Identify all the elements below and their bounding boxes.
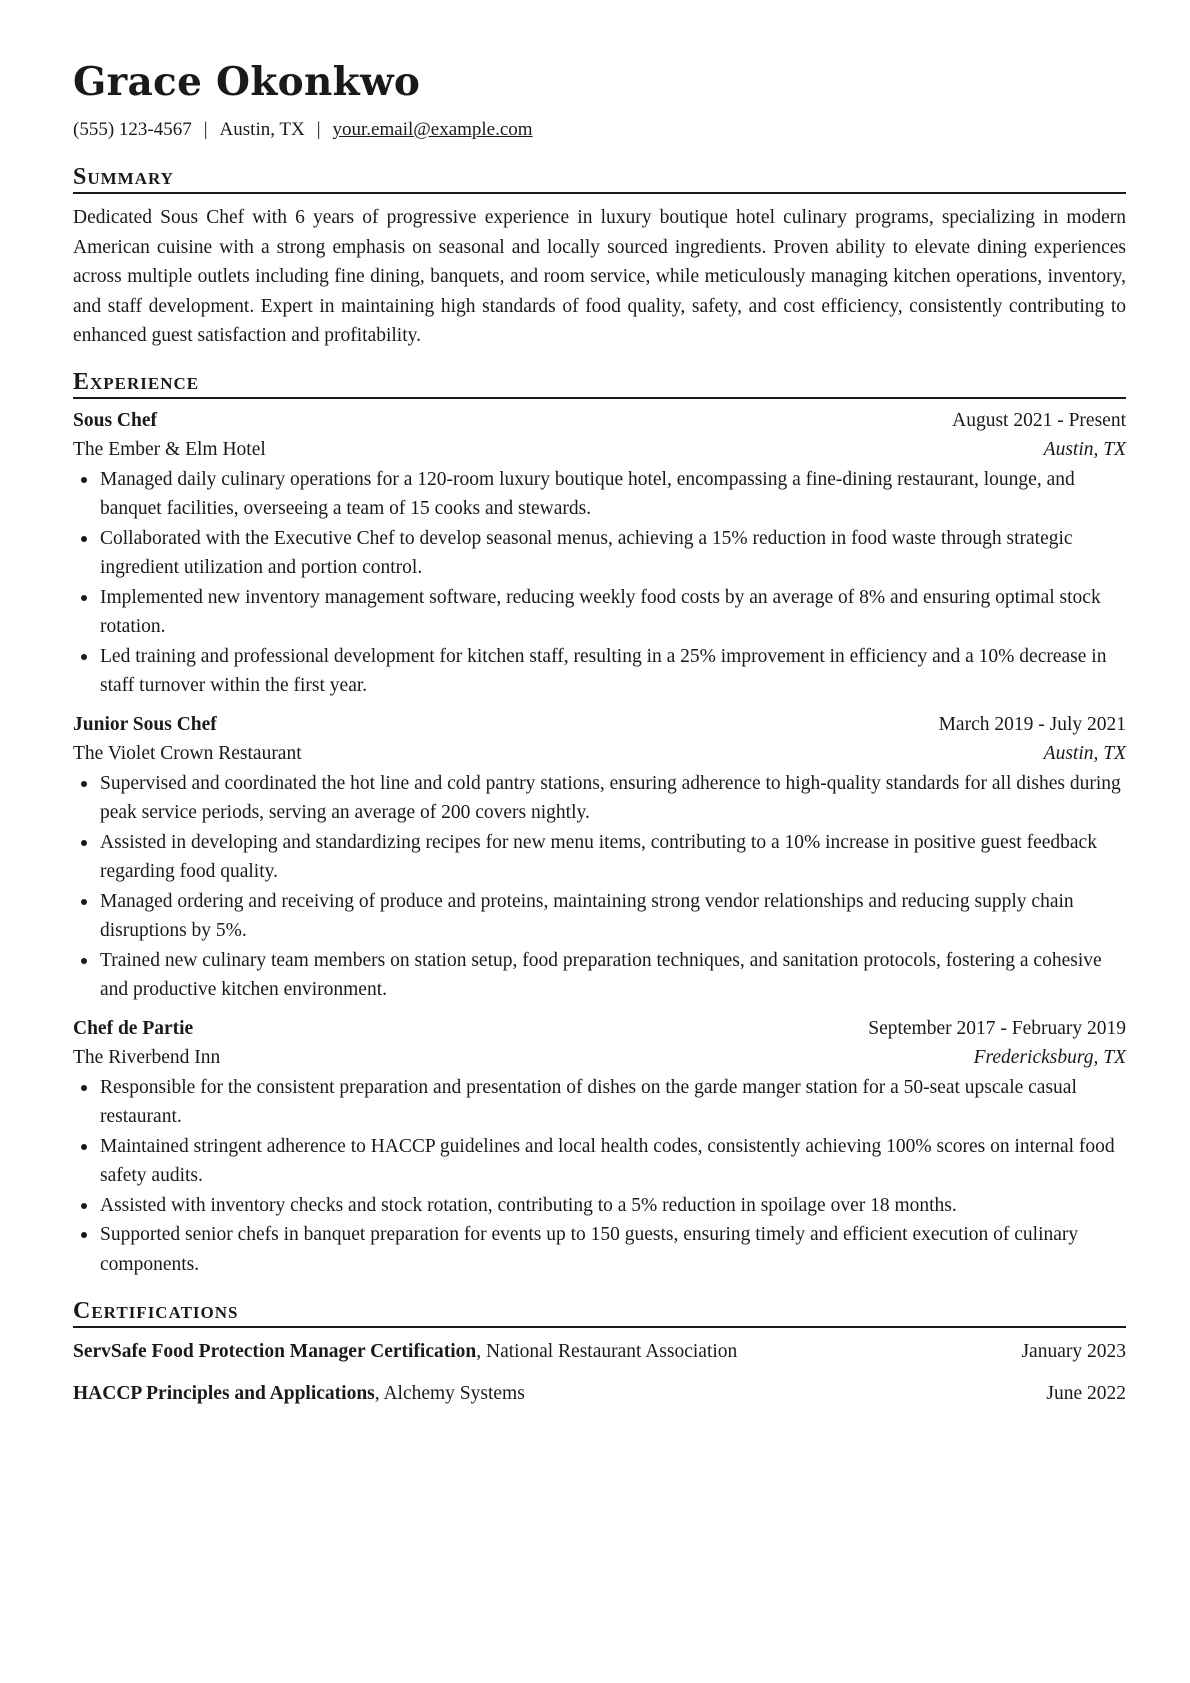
bullet-text: Implemented new inventory management software, reducing weekly food costs by an average of 8% and ensuring optimal stock rotation. [100, 586, 1101, 637]
job-title: Sous Chef [73, 409, 157, 431]
section-title-certifications: Certifications [73, 1297, 1126, 1328]
bullet-list [73, 1073, 1126, 1280]
job-dates: August 2021 - Present [952, 409, 1126, 431]
job-dates: March 2019 - July 2021 [938, 713, 1126, 735]
section-title-summary: Summary [73, 163, 1126, 194]
list-item [73, 1220, 1126, 1279]
company-name: The Ember & Elm Hotel [73, 439, 266, 460]
separator: | [203, 119, 208, 140]
list-item [73, 946, 1126, 1005]
list-item [73, 1191, 1126, 1221]
separator: | [316, 119, 321, 140]
job-entry [73, 406, 1126, 701]
bullet-icon [81, 899, 87, 905]
company-name: The Riverbend Inn [73, 1047, 221, 1068]
bullet-icon [81, 1085, 87, 1091]
bullet-icon [81, 1203, 87, 1209]
list-item [73, 887, 1126, 946]
certification-issuer: Alchemy Systems [383, 1382, 525, 1404]
certification-item: HACCP Principles and Applications, Alchemy Systems June 2022 [73, 1379, 1126, 1409]
bullet-text: Maintained stringent adherence to HACCP guidelines and local health codes, consistently achieving 100% scores on internal food safety audits. [100, 1135, 1115, 1186]
list-item [73, 583, 1126, 642]
phone-number: (555) 123-4567 [73, 119, 192, 140]
job-location: Fredericksburg, TX [973, 1047, 1126, 1068]
bullet-icon [81, 958, 87, 964]
contact-line [73, 118, 1126, 142]
certification-date: June 2022 [1046, 1382, 1126, 1404]
bullet-icon [81, 781, 87, 787]
bullet-text: Managed daily culinary operations for a 120-room luxury boutique hotel, encompassing a fine-dining restaurant, lounge, and banquet facilities, overseeing a team of 15 cooks and stewards. [100, 468, 1075, 519]
list-item [73, 1132, 1126, 1191]
job-title: Junior Sous Chef [73, 713, 217, 735]
job-location: Austin, TX [1043, 439, 1126, 460]
resume-page [73, 60, 1126, 1408]
bullet-text: Led training and professional development for kitchen staff, resulting in a 25% improvement in efficiency and a 10% decrease in staff turnover within the first year. [100, 645, 1107, 696]
bullet-text: Collaborated with the Executive Chef to develop seasonal menus, achieving a 15% reduction in food waste through strategic ingredient utilization and portion control. [100, 527, 1073, 578]
certification-date: January 2023 [1021, 1341, 1126, 1362]
certification-item: ServSafe Food Protection Manager Certification, National Restaurant Association January 2023 [73, 1337, 1126, 1367]
bullet-icon [81, 477, 87, 483]
bullet-text: Assisted with inventory checks and stock rotation, contributing to a 5% reduction in spoilage over 18 months. [100, 1194, 957, 1216]
job-title: Chef de Partie [73, 1017, 194, 1039]
company-name: The Violet Crown Restaurant [73, 743, 302, 764]
job-location: Austin, TX [1043, 743, 1126, 764]
bullet-list [73, 769, 1126, 1005]
bullet-text: Supervised and coordinated the hot line and cold pantry stations, ensuring adherence to high-quality standards for all dishes during peak service periods, serving an average of 200 covers nightly. [100, 772, 1121, 823]
bullet-list [73, 465, 1126, 701]
job-dates: September 2017 - February 2019 [868, 1017, 1126, 1039]
bullet-icon [81, 1232, 87, 1238]
list-item [73, 769, 1126, 828]
bullet-icon [81, 536, 87, 542]
list-item [73, 642, 1126, 701]
certification-name: ServSafe Food Protection Manager Certification [73, 1341, 477, 1362]
certifications-section [73, 1297, 1126, 1408]
experience-section [73, 368, 1126, 1280]
bullet-icon [81, 595, 87, 601]
location: Austin, TX [219, 119, 305, 140]
bullet-text: Assisted in developing and standardizing recipes for new menu items, contributing to a 10% increase in positive guest feedback regarding food quality. [100, 831, 1097, 882]
job-entry [73, 1014, 1126, 1280]
bullet-text: Responsible for the consistent preparation and presentation of dishes on the garde manger station for a 50-seat upscale casual restaurant. [100, 1076, 1077, 1127]
certification-name: HACCP Principles and Applications [73, 1382, 375, 1404]
bullet-icon [81, 654, 87, 660]
bullet-text: Supported senior chefs in banquet preparation for events up to 150 guests, ensuring timely and efficient execution of culinary components. [100, 1224, 1079, 1275]
bullet-icon [81, 840, 87, 846]
certification-issuer: National Restaurant Association [486, 1341, 738, 1362]
email-link[interactable]: your.email@example.com [332, 119, 533, 140]
summary-section [73, 163, 1126, 351]
bullet-icon [81, 1144, 87, 1150]
job-entry [73, 710, 1126, 1005]
bullet-text: Trained new culinary team members on station setup, food preparation techniques, and sanitation protocols, fostering a cohesive and productive kitchen environment. [100, 949, 1102, 1000]
section-title-experience: Experience [73, 368, 1126, 399]
candidate-name: Grace Okonkwo [73, 59, 421, 105]
bullet-text: Managed ordering and receiving of produce and proteins, maintaining strong vendor relationships and reducing supply chain disruptions by 5%. [100, 890, 1074, 941]
list-item [73, 1073, 1126, 1132]
summary-text: Dedicated Sous Chef with 6 years of progressive experience in luxury boutique hotel culinary programs, specializing in modern American cuisine with a strong emphasis on seasonal and locally sourced ingredients. Proven ability to elevate dining experiences across multiple outlets including fine dining, banquets, and room service, while meticulously managing kitchen operations, inventory, and staff development. Expert in maintaining high standards of food quality, safety, and cost efficiency, consistently contributing to enhanced guest satisfaction and profitability. [73, 207, 1126, 346]
list-item [73, 524, 1126, 583]
list-item [73, 828, 1126, 887]
list-item [73, 465, 1126, 524]
